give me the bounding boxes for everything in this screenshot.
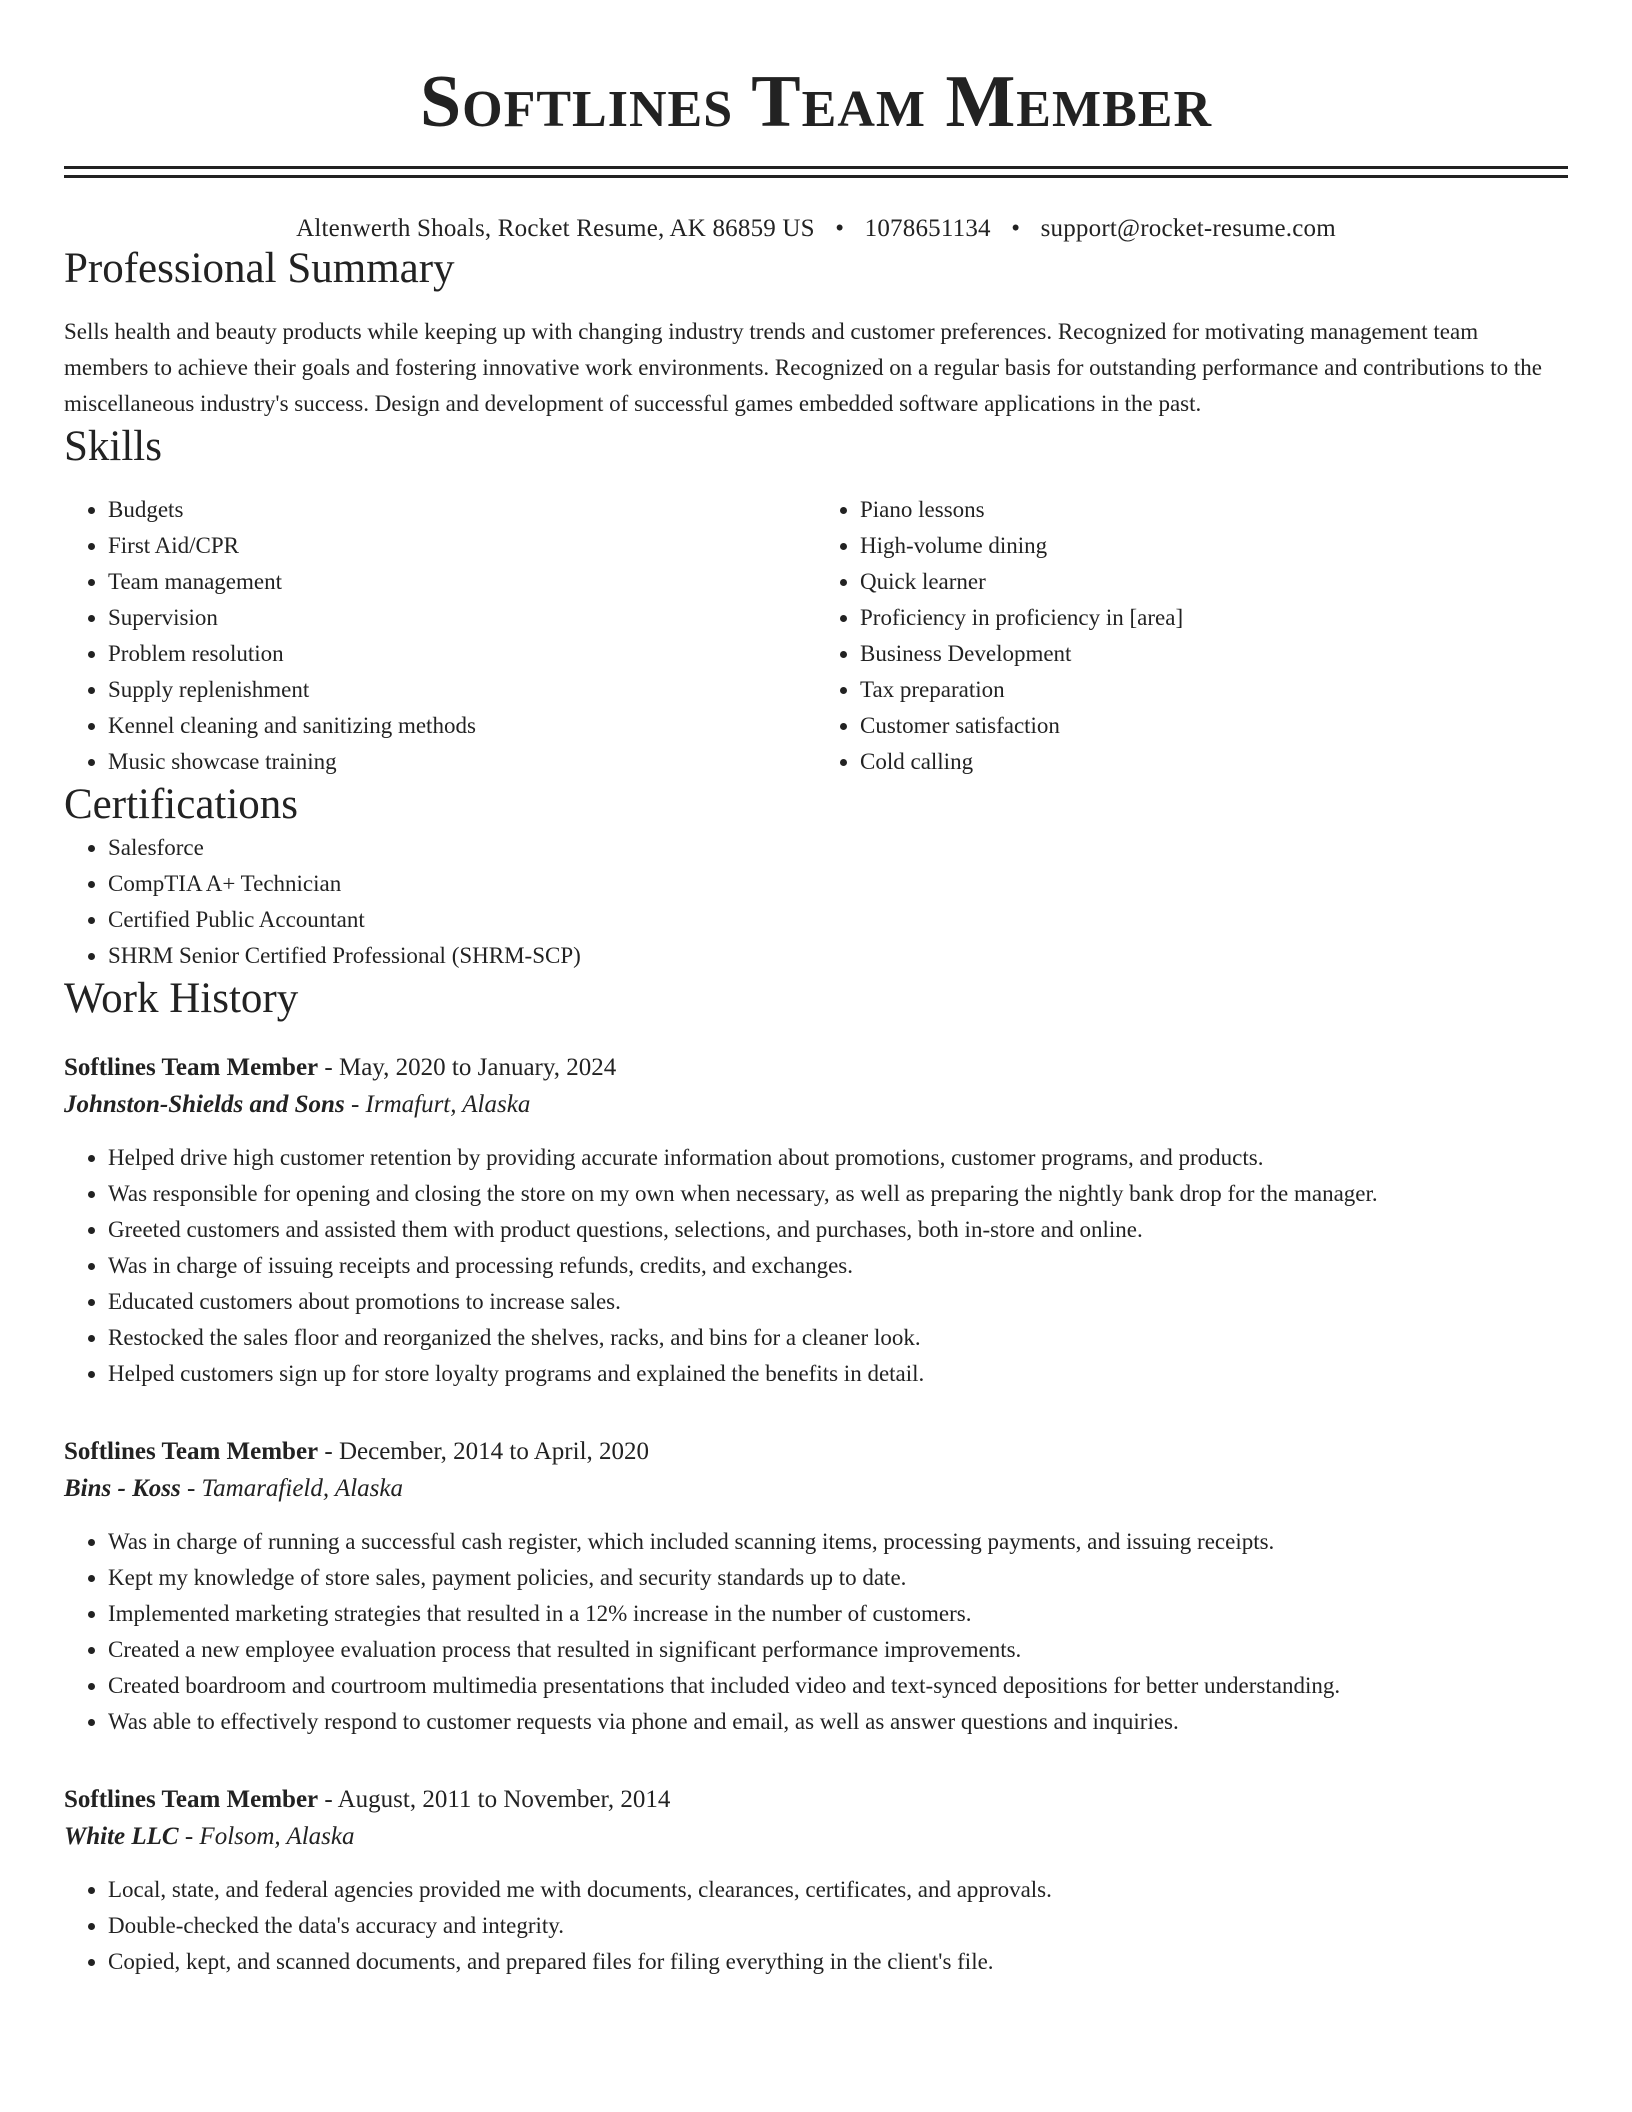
skill-item: • Piano lessons: [860, 492, 1568, 528]
work-history-heading: Work History: [64, 975, 299, 1022]
header-rule-top: [64, 166, 1568, 169]
skill-item: • High-volume dining: [860, 528, 1568, 564]
skill-item: • First Aid/CPR: [108, 528, 816, 564]
skill-item: • Kennel cleaning and sanitizing methods: [108, 708, 816, 744]
summary-heading: Professional Summary: [64, 245, 455, 292]
contact-phone: 1078651134: [864, 215, 991, 242]
skill-item: • Customer satisfaction: [860, 708, 1568, 744]
job-duties-list: [64, 1140, 1568, 1392]
job-duty-item: • Local, state, and federal agencies provided me with documents, clearances, certificates, and approvals.: [108, 1872, 1568, 1908]
contact-email: support@rocket-resume.com: [1040, 215, 1336, 242]
job-role: Softlines Team Member: [64, 1438, 319, 1465]
contact-separator: •: [835, 215, 845, 242]
job-company: White LLC: [64, 1823, 179, 1850]
job-entry: [64, 1050, 1568, 1392]
job-duty-item: • Helped customers sign up for store loyalty programs and explained the benefits in detail.: [108, 1356, 1568, 1392]
employer-line: [64, 1818, 1568, 1856]
certification-item: • SHRM Senior Certified Professional (SHRM-SCP): [108, 938, 1568, 974]
job-duty-item: • Created boardroom and courtroom multimedia presentations that included video and text-synced depositions for better understanding.: [108, 1668, 1568, 1704]
job-company: Bins - Koss: [64, 1475, 181, 1502]
employer-line: [64, 1086, 1568, 1124]
summary-text: Sells health and beauty products while keeping up with changing industry trends and customer preferences. Recognized for motivating management team members to achieve their goals and fostering innovative work environments. Recognized on a regular basis for outstanding performance and contributions to the miscellaneous industry's success. Design and development of successful games embedded software applications in the past.: [64, 319, 1542, 416]
job-entry: [64, 1782, 1568, 1980]
contact-separator: •: [1011, 215, 1021, 242]
certifications-heading: Certifications: [64, 781, 299, 828]
skill-item: • Budgets: [108, 492, 816, 528]
job-title-line: [64, 1782, 1568, 1818]
skills-list-right: [816, 492, 1568, 780]
skill-item: • Team management: [108, 564, 816, 600]
job-dates: - August, 2011 to November, 2014: [324, 1786, 671, 1813]
skill-item: • Problem resolution: [108, 636, 816, 672]
job-duty-item: • Educated customers about promotions to increase sales.: [108, 1284, 1568, 1320]
job-duty-item: • Was responsible for opening and closing the store on my own when necessary, as well as preparing the nightly bank drop for the manager.: [108, 1176, 1568, 1212]
job-duty-item: • Copied, kept, and scanned documents, and prepared files for filing everything in the client's file.: [108, 1944, 1568, 1980]
job-duty-item: • Double-checked the data's accuracy and integrity.: [108, 1908, 1568, 1944]
job-title-line: [64, 1050, 1568, 1086]
employer-line: [64, 1470, 1568, 1508]
job-role: Softlines Team Member: [64, 1786, 319, 1813]
job-duty-item: • Restocked the sales floor and reorganized the shelves, racks, and bins for a cleaner look.: [108, 1320, 1568, 1356]
contact-address: Altenwerth Shoals, Rocket Resume, AK 86859 US: [296, 215, 815, 242]
job-entry: [64, 1434, 1568, 1740]
job-location: - Folsom, Alaska: [184, 1823, 355, 1850]
job-role: Softlines Team Member: [64, 1054, 319, 1081]
skill-item: • Quick learner: [860, 564, 1568, 600]
certification-item: • CompTIA A+ Technician: [108, 866, 1568, 902]
job-location: - Irmafurt, Alaska: [350, 1091, 531, 1118]
skill-item: • Cold calling: [860, 744, 1568, 780]
skills-columns: [64, 492, 1568, 780]
header-rule-bottom: [64, 175, 1568, 178]
job-duty-item: • Greeted customers and assisted them with product questions, selections, and purchases, both in-store and online.: [108, 1212, 1568, 1248]
skills-heading: Skills: [64, 423, 162, 470]
certification-item: • Salesforce: [108, 830, 1568, 866]
job-duty-item: • Created a new employee evaluation process that resulted in significant performance improvements.: [108, 1632, 1568, 1668]
resume-name-heading: Softlines Team Member: [420, 61, 1212, 143]
job-dates: - December, 2014 to April, 2020: [324, 1438, 650, 1465]
job-title-line: [64, 1434, 1568, 1470]
skills-list-left: [64, 492, 816, 780]
job-duty-item: • Was in charge of issuing receipts and processing refunds, credits, and exchanges.: [108, 1248, 1568, 1284]
job-company: Johnston-Shields and Sons: [64, 1091, 345, 1118]
job-duty-item: • Helped drive high customer retention by providing accurate information about promotions, customer programs, and products.: [108, 1140, 1568, 1176]
contact-line: [64, 214, 1568, 244]
job-location: - Tamarafield, Alaska: [186, 1475, 403, 1502]
job-duties-list: [64, 1872, 1568, 1980]
skill-item: • Supply replenishment: [108, 672, 816, 708]
job-duties-list: [64, 1524, 1568, 1740]
skill-item: • Music showcase training: [108, 744, 816, 780]
job-duty-item: • Was in charge of running a successful cash register, which included scanning items, processing payments, and issuing receipts.: [108, 1524, 1568, 1560]
job-duty-item: • Kept my knowledge of store sales, payment policies, and security standards up to date.: [108, 1560, 1568, 1596]
skill-item: • Proficiency in proficiency in [area]: [860, 600, 1568, 636]
job-duty-item: • Was able to effectively respond to customer requests via phone and email, as well as answer questions and inquiries.: [108, 1704, 1568, 1740]
job-dates: - May, 2020 to January, 2024: [324, 1054, 617, 1081]
job-duty-item: • Implemented marketing strategies that resulted in a 12% increase in the number of customers.: [108, 1596, 1568, 1632]
skill-item: • Business Development: [860, 636, 1568, 672]
skill-item: • Supervision: [108, 600, 816, 636]
skill-item: • Tax preparation: [860, 672, 1568, 708]
certifications-list: [64, 830, 1568, 974]
certification-item: • Certified Public Accountant: [108, 902, 1568, 938]
